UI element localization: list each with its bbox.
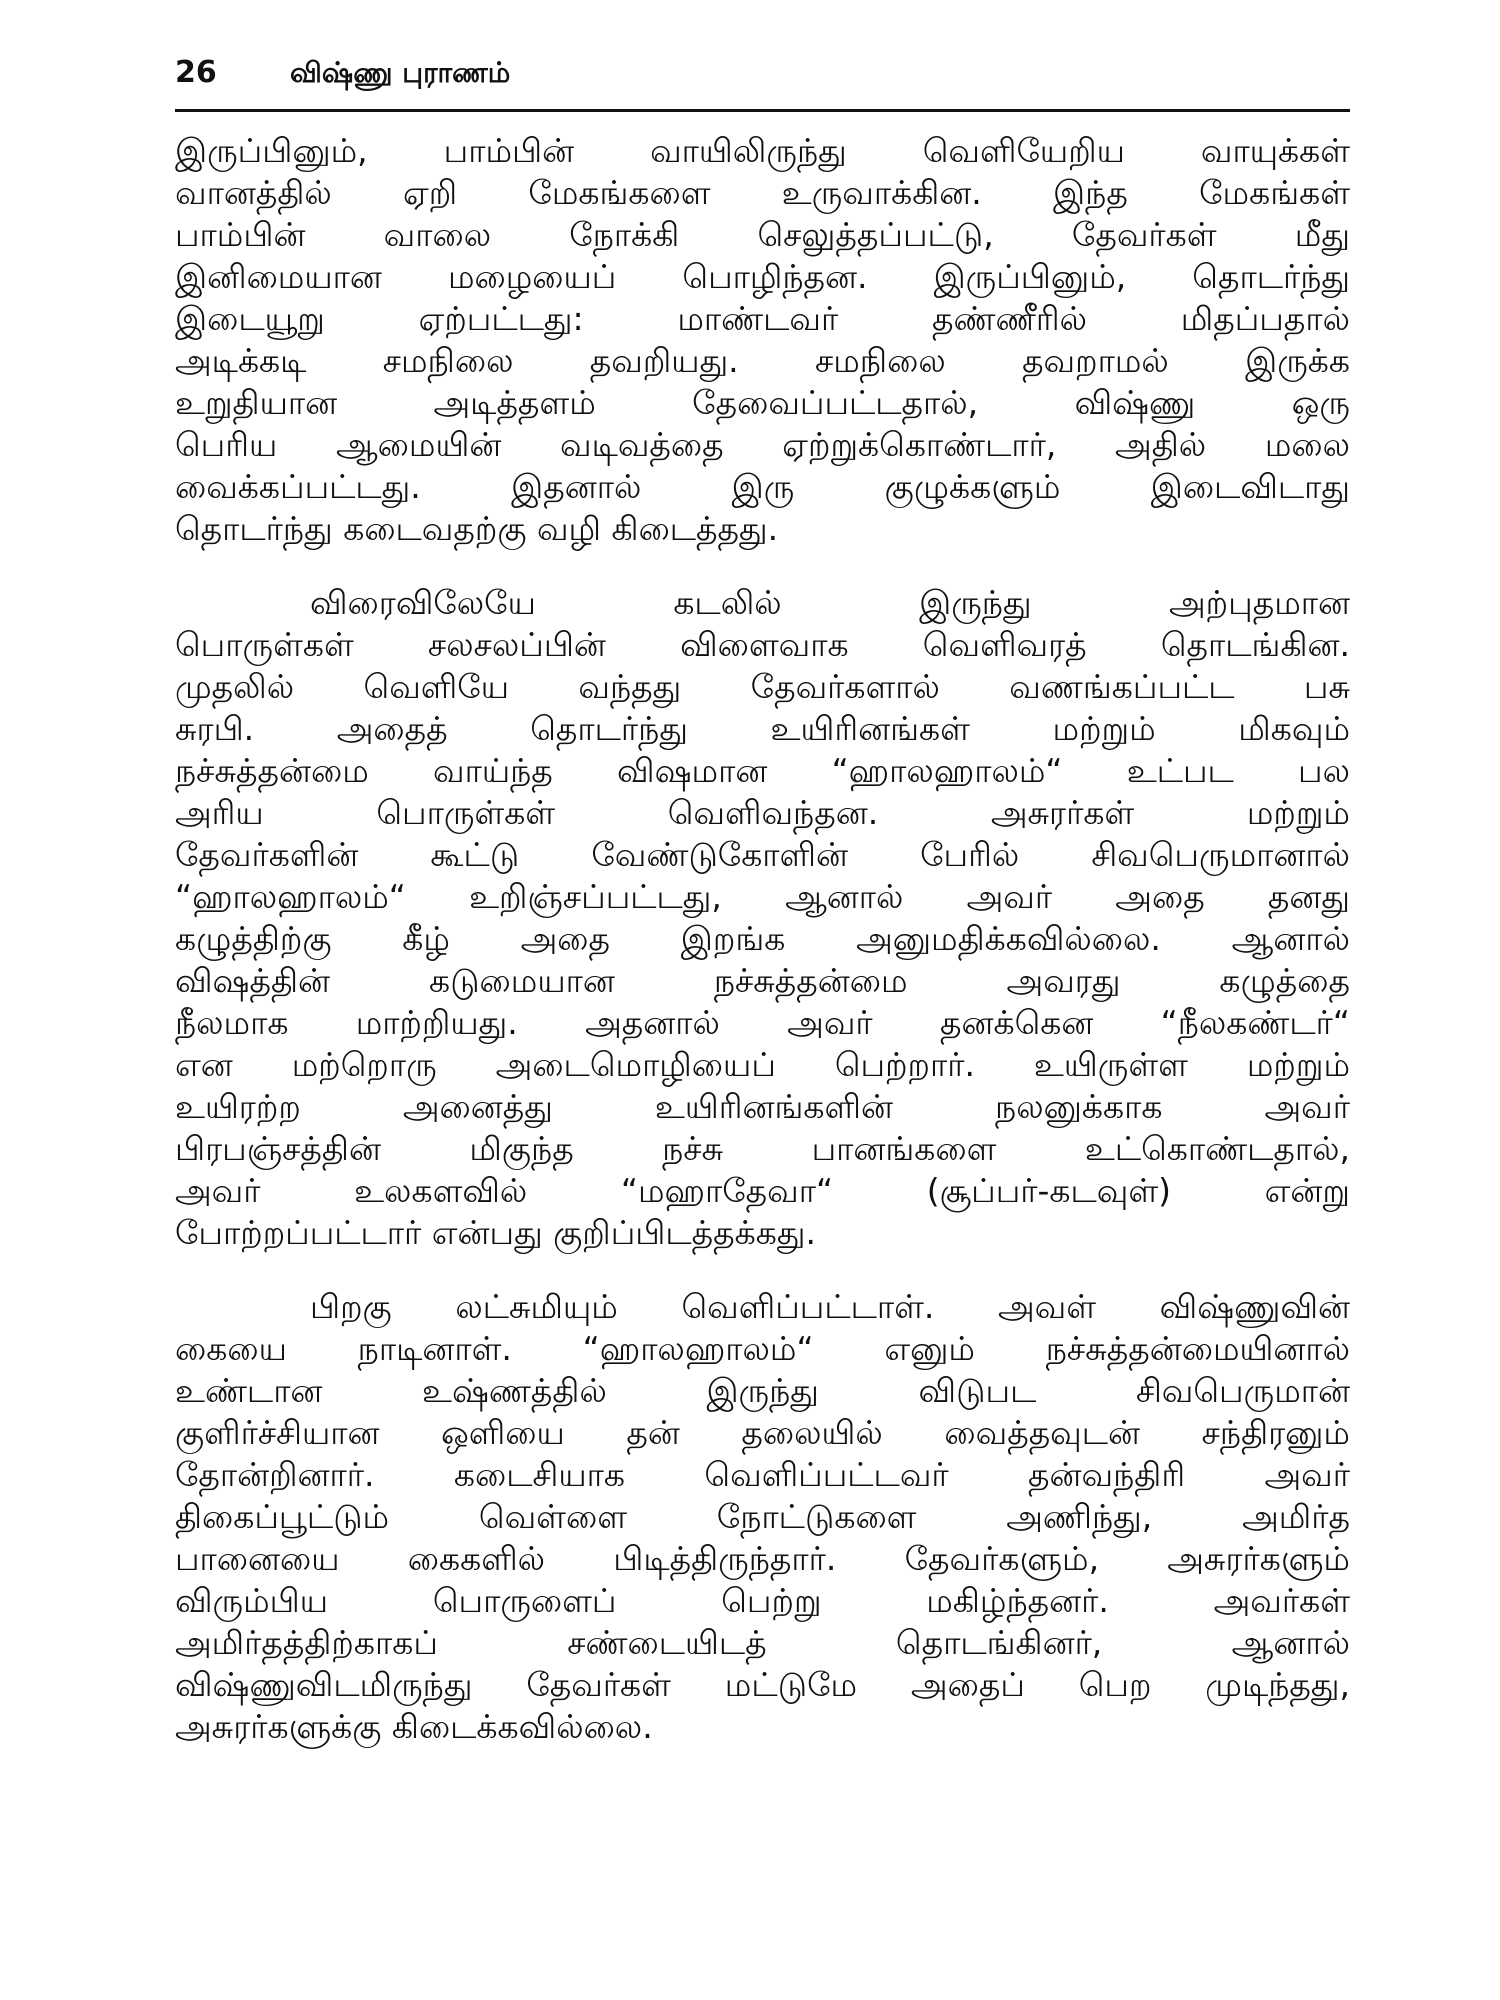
body-text (175, 130, 1350, 1748)
header-rule (175, 109, 1350, 112)
text-line: தேவர்களின் கூட்டு வேண்டுகோளின் பேரில் சிவபெருமானால் (175, 835, 1350, 874)
text-line: முதலில் வெளியே வந்தது தேவர்களால் வணங்கப்பட்ட பசு (175, 667, 1350, 706)
text-line: போற்றப்பட்டார் என்பது குறிப்பிடத்தக்கது. (175, 1213, 816, 1252)
text-line: அடிக்கடி சமநிலை தவறியது. சமநிலை தவறாமல் இருக்க (175, 341, 1350, 380)
book-title: விஷ்ணு புராணம் (290, 56, 511, 89)
text-line: “ஹாலஹாலம்“ உறிஞ்சப்பட்டது, ஆனால் அவர் அதை தனது (175, 877, 1350, 916)
text-line: பானையை கைகளில் பிடித்திருந்தார். தேவர்களும், அசுரர்களும் (175, 1539, 1350, 1578)
text-line: பொருள்கள் சலசலப்பின் விளைவாக வெளிவரத் தொடங்கின. (175, 625, 1350, 664)
paragraph (175, 130, 1350, 550)
text-line: நச்சுத்தன்மை வாய்ந்த விஷமான “ஹாலஹாலம்“ உட்பட பல (175, 751, 1350, 790)
text-line: விஷத்தின் கடுமையான நச்சுத்தன்மை அவரது கழுத்தை (175, 961, 1350, 1000)
paragraph (175, 1286, 1350, 1748)
text-line: நீலமாக மாற்றியது. அதனால் அவர் தனக்கென “நீலகண்டர்“ (175, 1003, 1350, 1042)
text-line: விரும்பிய பொருளைப் பெற்று மகிழ்ந்தனர். அவர்கள் (175, 1581, 1350, 1620)
text-line: பிறகு லட்சுமியும் வெளிப்பட்டாள். அவள் விஷ்ணுவின் (310, 1287, 1350, 1326)
text-line: உறுதியான அடித்தளம் தேவைப்பட்டதால், விஷ்ணு ஒரு (175, 383, 1350, 422)
text-line: பெரிய ஆமையின் வடிவத்தை ஏற்றுக்கொண்டார், அதில் மலை (175, 425, 1350, 464)
text-line: அவர் உலகளவில் “மஹாதேவா“ (சூப்பர்-கடவுள்) என்று (175, 1171, 1350, 1210)
text-line: அமிர்தத்திற்காகப் சண்டையிடத் தொடங்கினர், ஆனால் (175, 1623, 1350, 1662)
text-line: உண்டான உஷ்ணத்தில் இருந்து விடுபட சிவபெருமான் (175, 1371, 1350, 1410)
text-line: தொடர்ந்து கடைவதற்கு வழி கிடைத்தது. (175, 509, 779, 548)
paragraph (175, 582, 1350, 1254)
text-line: அரிய பொருள்கள் வெளிவந்தன. அசுரர்கள் மற்றும் (175, 793, 1350, 832)
page-number: 26 (175, 55, 217, 90)
text-line: வைக்கப்பட்டது. இதனால் இரு குழுக்களும் இடைவிடாது (175, 467, 1350, 506)
text-line: பாம்பின் வாலை நோக்கி செலுத்தப்பட்டு, தேவர்கள் மீது (175, 215, 1350, 254)
text-line: தோன்றினார். கடைசியாக வெளிப்பட்டவர் தன்வந்திரி அவர் (175, 1455, 1350, 1494)
text-line: வானத்தில் ஏறி மேகங்களை உருவாக்கின. இந்த மேகங்கள் (175, 173, 1350, 212)
running-header (175, 55, 1350, 105)
text-line: இனிமையான மழையைப் பொழிந்தன. இருப்பினும், தொடர்ந்து (175, 257, 1350, 296)
text-line: பிரபஞ்சத்தின் மிகுந்த நச்சு பானங்களை உட்கொண்டதால், (175, 1129, 1350, 1168)
text-line: அசுரர்களுக்கு கிடைக்கவில்லை. (175, 1707, 653, 1746)
text-line: இடையூறு ஏற்பட்டது: மாண்டவர் தண்ணீரில் மிதப்பதால் (175, 299, 1350, 338)
text-line: கையை நாடினாள். “ஹாலஹாலம்“ எனும் நச்சுத்தன்மையினால் (175, 1329, 1350, 1368)
text-line: சுரபி. அதைத் தொடர்ந்து உயிரினங்கள் மற்றும் மிகவும் (175, 709, 1350, 748)
text-line: விஷ்ணுவிடமிருந்து தேவர்கள் மட்டுமே அதைப் பெற முடிந்தது, (175, 1665, 1350, 1704)
text-line: விரைவிலேயே கடலில் இருந்து அற்புதமான (310, 583, 1350, 622)
text-line: என மற்றொரு அடைமொழியைப் பெற்றார். உயிருள்ள மற்றும் (175, 1045, 1350, 1084)
text-line: குளிர்ச்சியான ஒளியை தன் தலையில் வைத்தவுடன் சந்திரனும் (175, 1413, 1350, 1452)
text-line: இருப்பினும், பாம்பின் வாயிலிருந்து வெளியேறிய வாயுக்கள் (175, 131, 1350, 170)
text-line: திகைப்பூட்டும் வெள்ளை நோட்டுகளை அணிந்து, அமிர்த (175, 1497, 1350, 1536)
book-page (175, 55, 1350, 1780)
text-line: உயிரற்ற அனைத்து உயிரினங்களின் நலனுக்காக அவர் (175, 1087, 1350, 1126)
text-line: கழுத்திற்கு கீழ் அதை இறங்க அனுமதிக்கவில்லை. ஆனால் (175, 919, 1350, 958)
